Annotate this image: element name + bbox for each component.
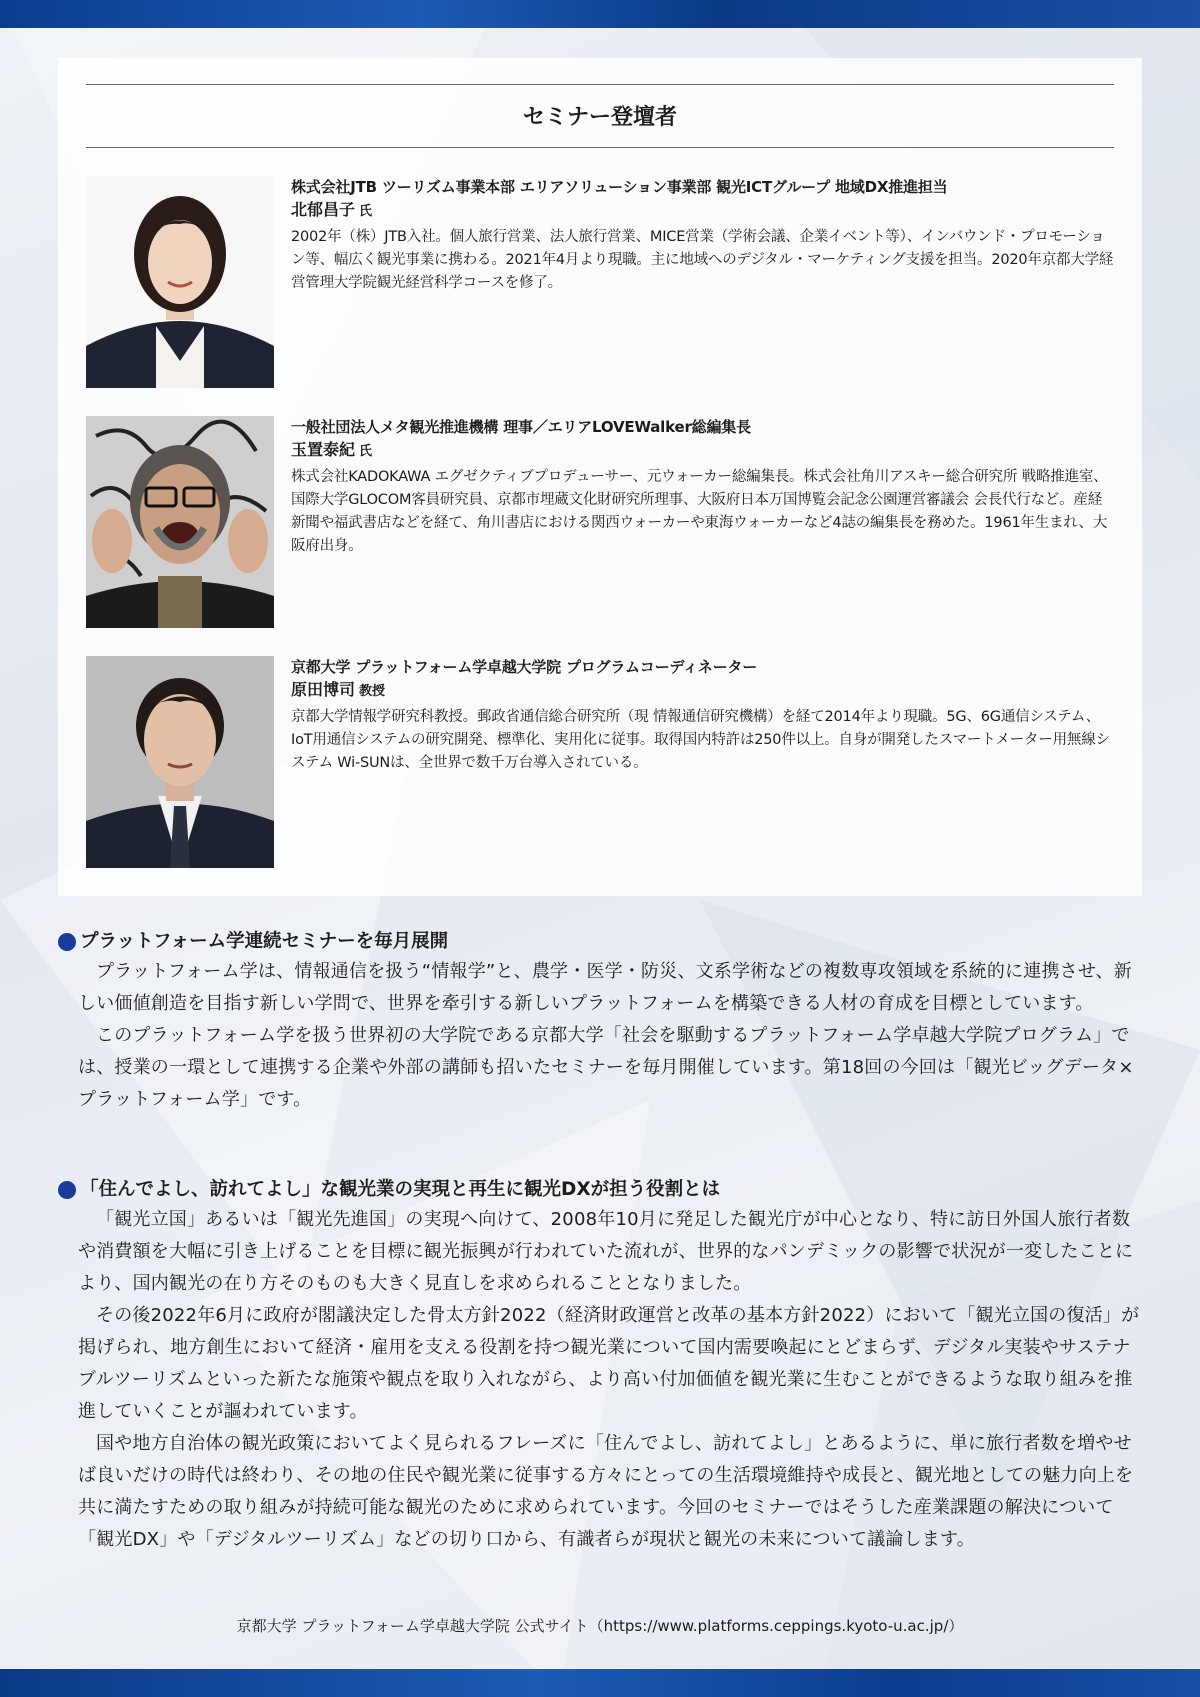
speaker-name: 北郁昌子 [291,200,356,219]
speaker-card [86,176,1116,388]
section-heading [58,928,1148,956]
speaker-affiliation: 京都大学 プラットフォーム学卓越大学院 プログラムコーディネーター [291,658,757,676]
section-seminar-series [58,928,1148,1116]
section-paragraph: その後2022年6月に政府が閣議決定した骨太方針2022（経済財政運営と改革の基本方針2022）において「観光立国の復活」が掲げられ、地方創生において経済・雇用を支える役割を持つ観光業について国内需要喚起にとどまらず、デジタル実装やサステナブルツーリズムといった新たな施策や観点を取り入れながら、より高い付加価値を観光業に生むことができるような取り組みを推進していくことが謳われています。 [78,1305,1140,1422]
section-heading-text: 「住んでよし、訪れてよし」な観光業の実現と再生に観光DXが担う役割とは [80,1179,721,1200]
bullet-dot-icon [58,1181,76,1199]
speaker-photo-harada [86,656,274,868]
bottom-color-band [0,1669,1200,1697]
speaker-bio: 株式会社KADOKAWA エグゼクティブプロデューサー、元ウォーカー総編集長。株式会社角川アスキー総合研究所 戦略推進室、国際大学GLOCOM客員研究員、京都市埋蔵文化財研究所理事、大阪府日本万国博覧会記念公園運営審議会 会長代行など。産経新聞や福武書店などを経て、角川書店における関西ウォーカーや東海ウォーカーなど4誌の編集長を務めた。1961年生まれ、大阪府出身。 [291,469,1108,554]
section-heading [58,1176,1148,1204]
bullet-dot-icon [58,933,76,951]
speaker-card [86,656,1116,868]
speaker-honorific: 教授 [359,684,386,699]
section-heading-text: プラットフォーム学連続セミナーを毎月展開 [80,931,449,952]
section-paragraph: プラットフォーム学は、情報通信を扱う“情報学”と、農学・医学・防災、文系学術などの複数専攻領域を系統的に連携させ、新しい価値創造を目指す新しい学問で、世界を牽引する新しいプラットフォームを構築できる人材の育成を目標としています。 [78,961,1132,1014]
speaker-photo-kita [86,176,274,388]
speaker-affiliation: 一般社団法人メタ観光推進機構 理事／エリアLOVEWalker総編集長 [291,418,751,436]
official-site-link[interactable]: 京都大学 プラットフォーム学卓越大学院 公式サイト（https://www.platforms.ceppings.kyoto-u.ac.jp/） [236,1617,964,1635]
speaker-photo-tamaoki [86,416,274,628]
section-paragraph: 「観光立国」あるいは「観光先進国」の実現へ向けて、2008年10月に発足した観光庁が中心となり、特に訪日外国人旅行者数や消費額を大幅に引き上げることを目標に観光振興が行われていた流れが、世界的なパンデミックの影響で状況が一変したことにより、国内観光の在り方そのものも大きく見直しを求められることとなりました。 [78,1209,1134,1294]
speaker-affiliation: 株式会社JTB ツーリズム事業本部 エリアソリューション事業部 観光ICTグループ 地域DX推進担当 [291,178,948,196]
section-paragraph: このプラットフォーム学を扱う世界初の大学院である京都大学「社会を駆動するプラットフォーム学卓越大学院プログラム」では、授業の一環として連携する企業や外部の講師も招いたセミナーを毎月開催しています。第18回の今回は「観光ビッグデータ×プラットフォーム学」です。 [78,1025,1134,1110]
section-tourism-dx [58,1176,1148,1556]
title-rule-bottom [86,147,1114,148]
speaker-bio: 2002年（株）JTB入社。個人旅行営業、法人旅行営業、MICE営業（学術会議、企業イベント等）、インバウンド・プロモーション等、幅広く観光事業に携わる。2021年4月より現職。主に地域へのデジタル・マーケティング支援を担当。2020年京都大学経営管理大学院観光経営科学コースを修了。 [291,229,1114,291]
speaker-honorific: 氏 [359,444,373,459]
title-rule-top [86,84,1114,85]
speaker-name: 玉置泰紀 [291,440,356,459]
section-paragraph: 国や地方自治体の観光政策においてよく見られるフレーズに「住んでよし、訪れてよし」とあるように、単に旅行者数を増やせば良いだけの時代は終わり、その地の住民や観光業に従事する方々にとっての生活環境維持や成長と、観光地としての魅力向上を共に満たすための取り組みが持続可能な観光のために求められています。今回のセミナーではそうした産業課題の解決について「観光DX」や「デジタルツーリズム」などの切り口から、有識者らが現状と観光の未来について議論します。 [78,1433,1134,1550]
top-color-band [0,0,1200,28]
speaker-name: 原田博司 [291,680,356,699]
speaker-bio: 京都大学情報学研究科教授。郵政省通信総合研究所（現 情報通信研究機構）を経て2014年より現職。5G、6G通信システム、IoT用通信システムの研究開発、標準化、実用化に従事。取得国内特許は250件以上。自身が開発したスマートメーター用無線システム Wi-SUNは、全世界で数千万台導入されている。 [291,709,1110,771]
panel-title: セミナー登壇者 [522,105,677,130]
speaker-card [86,416,1116,628]
speaker-honorific: 氏 [359,204,373,219]
